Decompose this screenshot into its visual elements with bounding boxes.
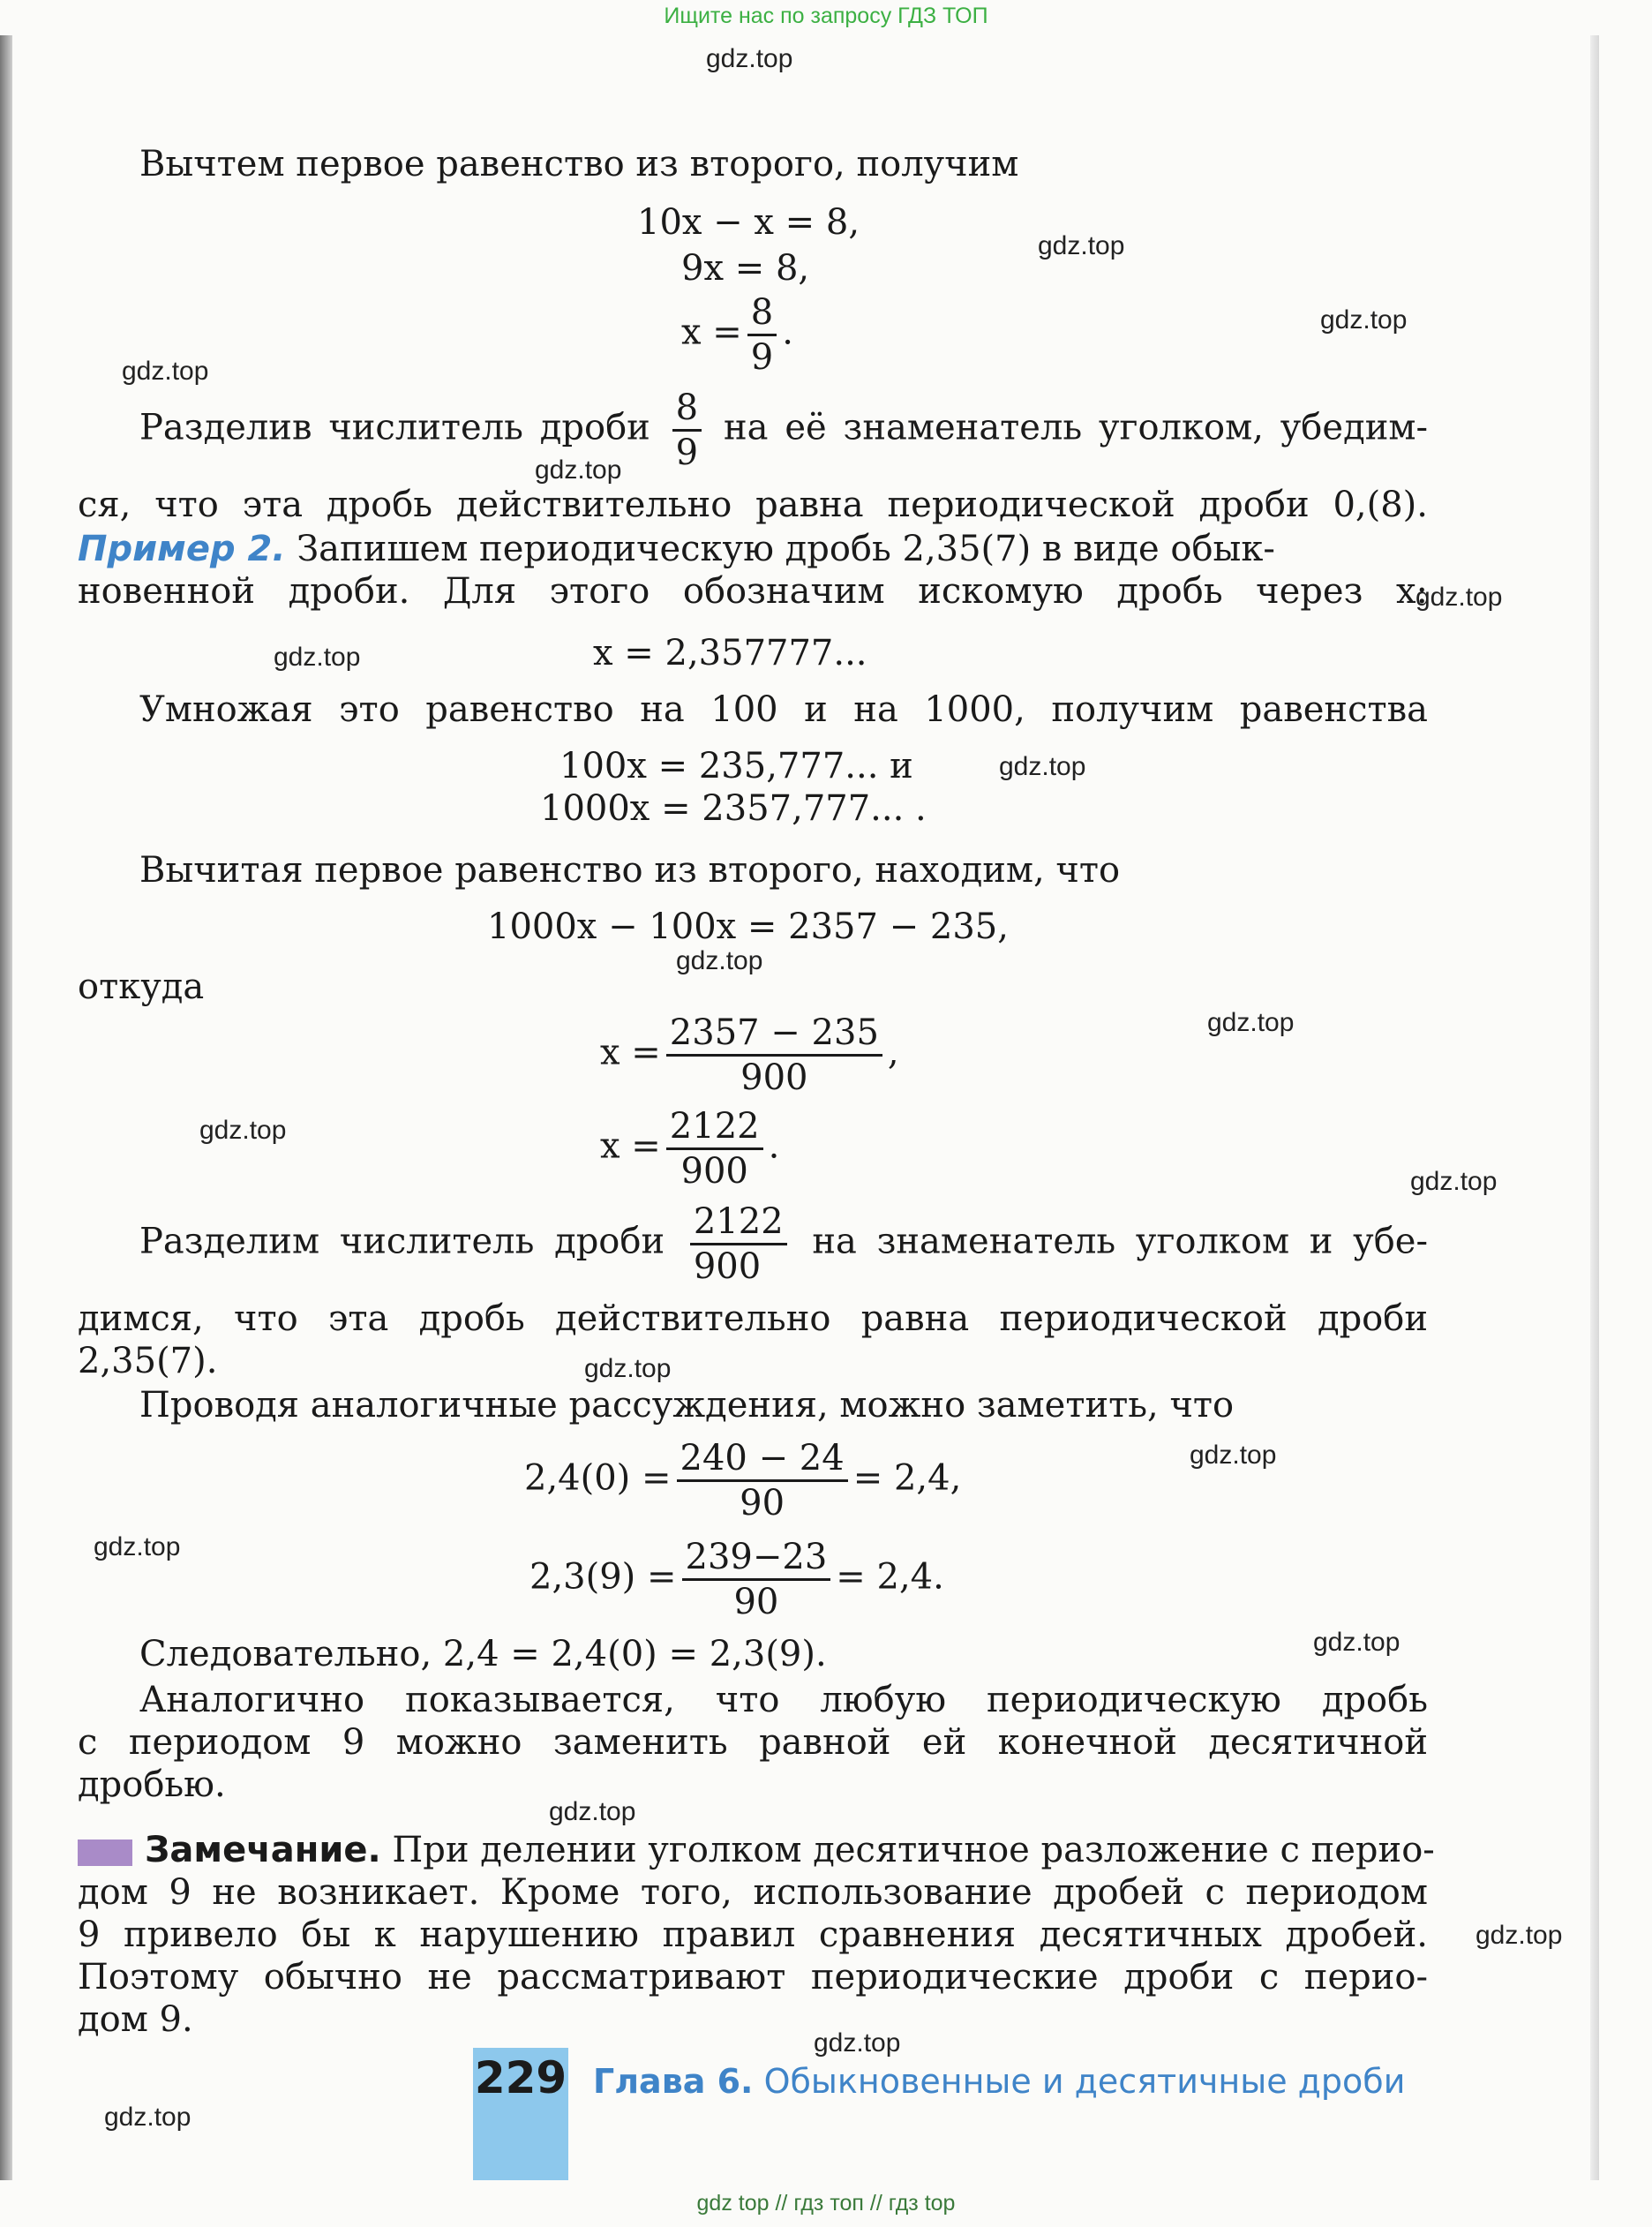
example-line: Пример 2. Запишем периодическую дробь 2,35(7) в виде обык- bbox=[78, 529, 1275, 569]
watermark: gdz.top bbox=[999, 752, 1086, 781]
watermark: gdz.top bbox=[535, 455, 622, 485]
watermark: gdz.top bbox=[1410, 1167, 1498, 1196]
watermark: gdz.top bbox=[676, 946, 763, 975]
page-number: 229 bbox=[474, 2052, 567, 2103]
watermark: gdz.top bbox=[1320, 305, 1408, 335]
watermark: gdz.top bbox=[104, 2103, 191, 2132]
bottom-banner[interactable]: gdz top // гдз топ // гдз top bbox=[696, 2191, 956, 2216]
equation: 10x − x = 8, bbox=[637, 202, 860, 243]
remark-line: Замечание. При делении уголком десятичное разложение с перио- bbox=[78, 1829, 1428, 1871]
chapter-label: Глава 6. bbox=[593, 2062, 754, 2101]
remark-marker-icon bbox=[78, 1840, 132, 1866]
equation: x = 2,357777... bbox=[593, 633, 867, 673]
equation: 1000x − 100x = 2357 − 235, bbox=[487, 907, 1009, 947]
page-binding-edge-right bbox=[1590, 35, 1599, 2180]
watermark: gdz.top bbox=[1190, 1441, 1277, 1470]
text-line: дом 9. bbox=[78, 1999, 193, 2040]
watermark: gdz.top bbox=[94, 1532, 181, 1561]
text-line: Поэтому обычно не рассматривают периодические дроби с перио- bbox=[78, 1957, 1428, 1998]
text-line: дом 9 не возникает. Кроме того, использование дробей с периодом bbox=[78, 1872, 1428, 1913]
watermark: gdz.top bbox=[122, 357, 209, 386]
text-line: Аналогично показывается, что любую периодическую дробь bbox=[139, 1680, 1428, 1720]
equation: 9x = 8, bbox=[681, 248, 810, 289]
chapter-title: Обыкновенные и десятичные дроби bbox=[753, 2062, 1406, 2101]
equation-fraction: x = $\frac{8}{9}$ . bbox=[681, 292, 793, 378]
watermark: gdz.top bbox=[199, 1116, 287, 1145]
text-line: Проводя аналогичные рассуждения, можно заметить, что bbox=[139, 1385, 1235, 1426]
watermark: gdz.top bbox=[1207, 1008, 1295, 1037]
text-line: Разделим числитель дроби $\frac{2122}{900}$ на знаменатель уголком и убе- bbox=[139, 1201, 1428, 1287]
watermark: gdz.top bbox=[584, 1354, 672, 1383]
watermark: gdz.top bbox=[1415, 583, 1503, 612]
chapter-running-head bbox=[593, 2062, 1405, 2101]
equation-fraction: 2,3(9) = $\frac{239-23}{90}$ = 2,4. bbox=[529, 1537, 944, 1622]
page-binding-edge-left bbox=[0, 35, 12, 2180]
text-line: Умножая это равенство на 100 и на 1000, получим равенства bbox=[139, 689, 1428, 730]
equation-fraction: 2,4(0) = $\frac{240 - 24}{90}$ = 2,4, bbox=[524, 1438, 962, 1524]
equation: 100x = 235,777... и bbox=[559, 746, 913, 786]
text-line: новенной дроби. Для этого обозначим искомую дробь через x: bbox=[78, 571, 1428, 612]
text-line: дробью. bbox=[78, 1764, 226, 1805]
text-line: ся, что эта дробь действительно равна периодической дроби 0,(8). bbox=[78, 485, 1428, 525]
text-line: с периодом 9 можно заменить равной ей конечной десятичной bbox=[78, 1722, 1428, 1763]
text-line: Вычтем первое равенство из второго, получим bbox=[139, 144, 1019, 184]
text-line: 2,35(7). bbox=[78, 1341, 218, 1381]
watermark: gdz.top bbox=[706, 44, 793, 73]
equation: 1000x = 2357,777... . bbox=[540, 788, 927, 829]
equation-fraction: x = $\frac{2357 - 235}{900}$ , bbox=[600, 1012, 899, 1098]
text-line: откуда bbox=[78, 967, 205, 1007]
text-line: Разделив числитель дроби $\frac{8}{9}$ на её знаменатель уголком, убедим- bbox=[139, 387, 1428, 473]
text-line: димся, что эта дробь действительно равна периодической дроби bbox=[78, 1298, 1428, 1339]
watermark: gdz.top bbox=[1313, 1628, 1400, 1657]
text-line: Вычитая первое равенство из второго, находим, что bbox=[139, 850, 1121, 891]
text-line: 9 привело бы к нарушению правил сравнения десятичных дробей. bbox=[78, 1915, 1428, 1955]
watermark: gdz.top bbox=[1038, 231, 1125, 260]
watermark: gdz.top bbox=[1476, 1921, 1563, 1950]
remark-label: Замечание. bbox=[145, 1830, 381, 1870]
equation-fraction: x = $\frac{2122}{900}$ . bbox=[600, 1106, 780, 1192]
text-line: Следовательно, 2,4 = 2,4(0) = 2,3(9). bbox=[139, 1634, 827, 1674]
top-banner[interactable]: Ищите нас по запросу ГДЗ ТОП bbox=[664, 4, 988, 28]
watermark: gdz.top bbox=[549, 1797, 636, 1826]
watermark: gdz.top bbox=[814, 2028, 901, 2058]
example-label: Пример 2. bbox=[78, 529, 286, 569]
watermark: gdz.top bbox=[274, 643, 361, 672]
